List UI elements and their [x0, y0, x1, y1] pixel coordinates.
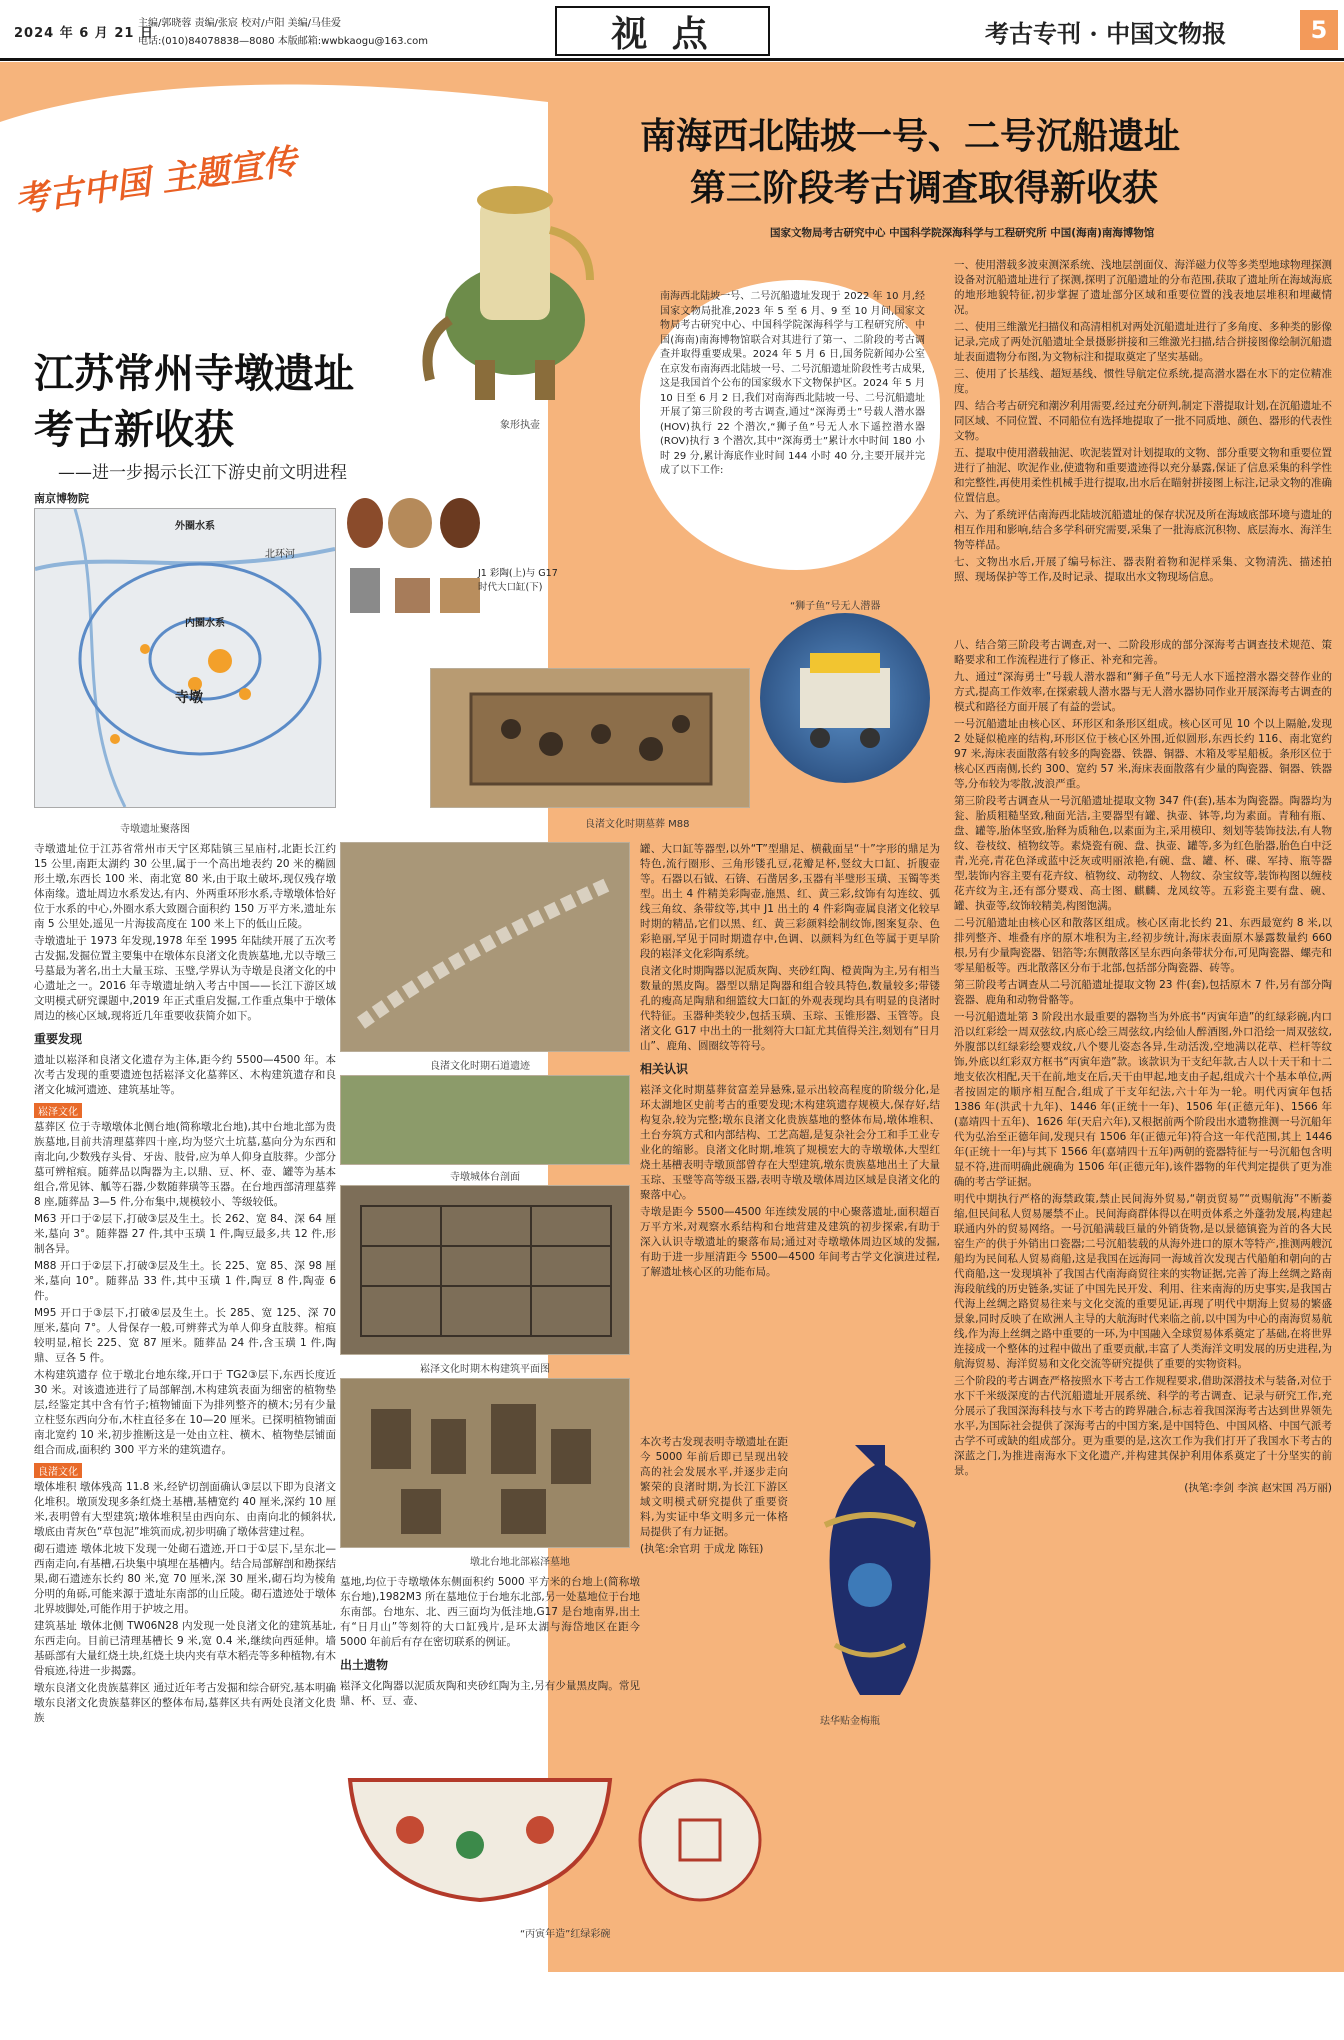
left-title-line1: 江苏常州寺墩遗址: [34, 350, 354, 397]
j1-caption: J1 彩陶(上)与 G17 时代大口缸(下): [478, 568, 558, 593]
left-paragraph: 木构建筑遗存 位于墩北台地东缘,开口于 TG2③层下,东西长度近 30 米。对该遗迹进行了局部解剖,木构建筑表面为细密的植物垫层,经鉴定其中含有竹子;植物铺面下为排列整齐的横木;另有少量立柱竖东西向分布,木柱直径多在 10—20 厘米。已探明植物铺面南北宽约 10 米,初步推断这是一处由立柱、横木、植物垫层铺面组合而成,面积约 300 平方米的建筑遗存。: [34, 1369, 336, 1456]
list-item: 九、通过“深海勇士”号载人潜水器和“狮子鱼”号无人水下遥控潜水器交替作业的方式,提高工作效率,在探索载人潜水器与无人潜水器协同作业开展深海考古调查的模式和路径方面开展了有益的尝试。: [954, 671, 1332, 713]
list-item: 六、为了系统评估南海西北陆坡沉船遗址的保存状况及所在海域底部环境与遗址的相互作用和影响,结合多学科研究需要,采集了一批海底沉积物、底层海水、海洋生物等样品。: [954, 509, 1332, 551]
right-title-line2: 第三阶段考古调查取得新收获: [690, 167, 1159, 209]
liangzhu-tag: 良渚文化: [34, 1463, 82, 1478]
contact-line: 电话:(010)84078838—8080 本版邮箱:wwbkaogu@163.com: [138, 36, 429, 47]
right-numbered-list: [954, 258, 1332, 587]
middle-paragraph: 崧泽文化陶器以泥质灰陶和夹砂红陶为主,另有少量黑皮陶。常见鼎、杯、豆、壶、: [340, 1680, 640, 1707]
building-grid-icon: [341, 1186, 631, 1356]
map-label: 外圈水系: [175, 521, 215, 532]
right-column-lower: [954, 638, 1332, 1496]
issue-date: 2024 年 6 月 21 日: [14, 26, 154, 41]
robot-caption: “狮子鱼”号无人潜器: [790, 601, 881, 612]
middle-signature: (执笔:余官玥 于成龙 陈钰): [640, 1543, 764, 1555]
history-paragraph: 明代中期执行严格的海禁政策,禁止民间海外贸易,“朝贡贸易”“贡赐航海”不断萎缩,但民间私人贸易屡禁不止。民间海商群体得以在明贡体系之外蓬勃发展,构建起联通内外的贸易网络。一号沉船满载巨量的外销货物,是以景德镇瓷为首的各大民窑生产的供于外销出口瓷器;二号沉船装载的从海外进口的原木等特产,推测两艘沉船均为民间私人贸易商船,这是我国在远海同一海域首次发现古代船舶和朝向的古代商船,这一发现填补了我国古代南海商贸往来的实物证据,完善了海上丝绸之路南海段航线的历史链条,实证了中国先民开发、利用、往来南海的历史事实,是我国古代海上丝绸之路贸易往来与文化交流的重要见证,再现了明代中期海上贸易的繁盛景象,同时反映了在欧洲人主导的大航海时代来临之前,以中国为中心的南海贸易航线,作为海上丝绸之路中重要的一环,为中国融入全球贸易体系奠定了基础,在将世界连接成一个整体的过程中做出了重要贡献,丰富了人类海洋文明发展的历史进程,为航海贸易、海洋贸易和文化交流等研究提供了重要的实物资料。: [954, 1193, 1332, 1370]
meiping-vase-icon: [795, 1435, 945, 1705]
closing-paragraph: 三个阶段的考古调查严格按照水下考古工作规程要求,借助深潜技术与装备,对位于水下千米级深度的古代沉船遗址开展系统、科学的考古调查、记录与研究工作,充分展示了我国深海科技与水下考古的跨界融合,标志着我国深海考古达到世界领先水平,为国际社会提供了深海考古的中国方案,是中国特色、中国风格、中国气派考古学不可或缺的组成部分。更为重要的是,这次工作为我们打开了我国水下考古的深蓝之门,为推进南海水下文化遗产,并构建其保护利用体系奠定了十分坚实的前景。: [954, 1375, 1332, 1477]
left-author: 南京博物院: [34, 492, 89, 505]
middle-paragraph: 寺墩是距今 5500—4500 年连续发展的中心聚落遗址,面积超百万平方米,对观察水系结构和台地营建及建筑的初步探索,有助于深入认识寺墩遗址的聚落布局;通过对寺墩墩体周边区域的发掘,有助于进一步厘清距今 5500—4500 年间考古学文化演进过程,了解遗址核心区的功能布局。: [640, 1206, 940, 1278]
platform-caption: 寺墩城体台剖面: [450, 1172, 520, 1183]
middle-paragraph: 墓地,均位于寺墩墩体东侧面积约 5000 平方米的台地上(简称墩东台地),1982M3 所在墓地位于台地东北部,另一处墓地位于台地东南部。台地东、北、西三面均为低洼地,G17 是台地南界,出土有“日月山”等刻符的大口缸残片,是环太湖与海岱地区在距今 5000 年前后有存在密切联系的例证。: [340, 1576, 640, 1648]
right-signature: (执笔:李剑 李滨 赵宋国 冯万丽): [1184, 1482, 1332, 1494]
stone-road-photo: [340, 842, 630, 1052]
right-authors: 国家文物局考古研究中心 中国科学院深海科学与工程研究所 中国(海南)南海博物馆: [770, 227, 1155, 239]
left-paragraph: M88 开口于②层下,打破③层及生土。长 225、宽 85、深 98 厘米,墓向 10°。随葬品 33 件,其中玉璜 1 件,陶豆 8 件,陶壶 6 件。: [34, 1260, 336, 1302]
left-paragraph: 建筑基址 墩体北侧 TW06N28 内发现一处良渚文化的建筑基址,东西走向。目前已清理基槽长 9 米,宽 0.4 米,继续向西延伸。墙基砾部有大量红烧土块,红烧土块内夹有草木稻壳等多种植物,有木骨痕迹,待进一步揭露。: [34, 1620, 336, 1677]
header-rule: [0, 58, 1344, 61]
left-title-line2: 考古新收获: [34, 406, 234, 453]
left-subtitle: ——进一步揭示长江下游史前文明进程: [58, 463, 347, 483]
left-paragraph: 墓葬区 位于寺墩墩体北侧台地(简称墩北台地),其中台地北部为贵族墓地,目前共清理墓葬四十座,均为竖穴土坑墓,墓向分为东西和南北向,少数残存头骨、牙齿、肢骨,应为单人仰身直肢葬。少部分墓可辨棺痕。随葬品以陶器为主,以鼎、豆、杯、壶、罐等为基本组合,常见钵、觚等石器,少数随葬璜等玉器。在台地西部清理墓葬 8 座,随葬品 3—5 件,分布集中,规模较小、等级较低。: [34, 1121, 336, 1208]
map-label: 内圈水系: [185, 618, 225, 629]
site2-finds: 第三阶段考古调查从二号沉船遗址提取文物 23 件(套),包括原木 7 件,另有部分陶瓷器、鹿角和动物骨骼等。: [954, 979, 1332, 1006]
building-photo: [340, 1185, 630, 1355]
elephant-ewer-icon: [410, 130, 610, 410]
site1-finds: 第三阶段考古调查从一号沉船遗址提取文物 347 件(套),基本为陶瓷器。陶器均为瓮、胎质粗糙坚致,釉面光洁,主要器型有罐、执壶、钵等,均为素面。青釉有瓶、盘、罐等,胎体坚致,胎释为质釉色,以素面为主,采用模印、刻划等装饰技法,有人物纹、卷枝纹、植物纹等。素烧瓷有碗、盘、执壶、罐等,多为红色胎器,胎色白中泛青,光亮,青花色泽或蓝中泛灰或明丽浓艳,有碗、盘、罐、杯、碟、军持、瓶等器型,装饰内容主要有花卉纹、植物纹、动物纹、人物纹、杂宝纹等,装饰构图以缠枝花卉纹为主,还有部分婴戏、高士图、麒麟、龙凤纹等。五彩瓷主要有盘、碗、罐、执壶等,纹饰较精美,构图饱满。: [954, 795, 1332, 912]
building-caption: 崧泽文化时期木构建筑平面图: [420, 1364, 550, 1375]
site1-description: 一号沉船遗址由核心区、环形区和条形区组成。核心区可见 10 个以上隔舱,发现 2 处疑似桅座的结构,环形区位于核心区外围,近似圆形,东西长约 116、南北宽约 97 米,海床表面散落有较多的陶瓷器、铁器、铜器、木箱及零星船板。条形区位于核心区西南侧,长约 300、宽约 57 米,海床表面散落有少量的陶瓷器、铜器、铁器等,分布较为零散,波浪严重。: [954, 718, 1332, 790]
stone-road-icon: [341, 843, 631, 1053]
list-item: 二、使用三维激光扫描仪和高清相机对两处沉船遗址进行了多角度、多种类的影像记录,完成了两处沉船遗址全景摄影拼接和三维激光扫描,结合拼接图像绘制沉船遗址表面遗物分布图,为文物标注和提取奠定了坚实基础。: [954, 321, 1332, 363]
special-title: 考古专刊 · 中国文物报: [985, 19, 1227, 48]
left-paragraph: 砌石遗迹 墩体北坡下发现一处砌石遗迹,开口于①层下,呈东北—西南走向,有基槽,石块集中填埋在基槽内。结合局部解剖和勘探结果,砌石遗迹东长约 80 米,宽 70 厘米,深 30 厘米,砌石均为棱角分明的角砾,可能来源于遗址东南部的山丘陵。砌石遗迹处于墩体北界坡脚处,可能作用于护坡之用。: [34, 1543, 336, 1615]
middle-text-column: [640, 842, 940, 1282]
platform-photo: [340, 1075, 630, 1165]
tomb-icon: [431, 669, 751, 809]
site-map: [34, 508, 336, 808]
page-number: 5: [1300, 10, 1338, 50]
middle-paragraph: 罐、大口缸等器型,以外“T”型鼎足、横截面呈“十”字形的鼎足为特色,流行圈形、三角形镂孔豆,花瓣足杯,竖纹大口缸、折腹壶等。石器以石钺、石锛、石凿居多,玉器有半璧形玉璜、玉镯等类型。出土 4 件精美彩陶壶,施黑、红、黄三彩,纹饰有勾连纹、弧线三角纹、条带纹等,其中 J1 出土的 4 件彩陶壶属良渚文化较早时期的精品,它们以黑、红、黄三彩颜料绘制纹饰,图案复杂、色彩艳丽,罕见于同时期遗存中,色调、以颜料为红色等属于更早阶段的崧泽文化彩陶系统。: [640, 843, 940, 960]
bowl-icon: [340, 1760, 780, 1920]
songze-tag: 崧泽文化: [34, 1103, 82, 1118]
cemetery-caption: 墩北台地北部崧泽墓地: [470, 1557, 570, 1568]
left-paragraph: 遗址以崧泽和良渚文化遗存为主体,距今约 5500—4500 年。本次考古发现的重要遗迹包括崧泽文化墓葬区、木构建筑遗存和良渚文化城河遗迹、建筑基址等。: [34, 1054, 336, 1096]
m88-caption: 良渚文化时期墓葬 M88: [585, 819, 690, 830]
left-paragraph: 墩体堆积 墩体残高 11.8 米,经铲切剖面确认③层以下即为良渚文化堆积。墩顶发现多条红烧土基槽,基槽宽约 40 厘米,深约 10 厘米,表明曾有大型建筑;墩体堆积呈由西向东、由南向北的倾斜状,墩底由青灰色“草包泥”堆筑而成,初步明确了墩体营建过程。: [34, 1481, 336, 1538]
section-title: 视 点: [611, 12, 714, 55]
site2-description: 二号沉船遗址由核心区和散落区组成。核心区南北长约 21、东西最宽约 8 米,以排列整齐、堆叠有序的原木堆积为主,经初步统计,海床表面原木暴露数量约 660 根,另有少量陶瓷器、铝箔等;东侧散落区呈东西向条带状分布,可见陶瓷器、螺壳和零星船板等。西北散落区分布于北部,包括部分陶瓷器、砖等。: [954, 917, 1332, 974]
left-paragraph: 墩东良渚文化贵族墓葬区 通过近年考古发掘和综合研究,基本明确墩东良渚文化贵族墓葬区的整体布局,墓葬区共有两处良渚文化贵族: [34, 1682, 336, 1724]
list-item: 四、结合考古研究和潮汐利用需要,经过充分研判,制定下潜提取计划,在沉船遗址不同区域、不同位置、不同船位有选择地提取了一批不同质地、颜色、器形的代表性文物。: [954, 400, 1332, 442]
vase-image: [795, 1435, 945, 1705]
robot-image: [760, 613, 930, 783]
list-item: 七、文物出水后,开展了编号标注、器表附着物和泥样采集、文物清洗、描述拍照、现场保护等工作,及时记录、提取出水文物现场信息。: [954, 556, 1332, 583]
map-label: 寺墩: [175, 690, 203, 706]
pottery-icon: [340, 488, 490, 623]
left-paragraph: 寺墩遗址位于江苏省常州市天宁区郑陆镇三星庙村,北距长江约 15 公里,南距太湖约 30 公里,属于一个高出地表约 20 米的椭圆形土墩,东西长 100 米、南北宽 80 米,由于取土破坏,现仅残存墩体南缘。遗址周边水系发达,有内、外两重环形水系,寺墩墩体恰好位于水系的中心,外圈水系大致圈合面积约 150 万平方米,遗址东南 5 公里处,遥见一片海拔高度在 100 米上下的低山丘陵。: [34, 843, 336, 930]
section-box: [555, 6, 770, 56]
left-paragraph: M95 开口于③层下,打破④层及生土。长 285、宽 125、深 70 厘米,墓向 7°。人骨保存一般,可辨葬式为单人仰身直肢葬。棺痕较明显,棺长 225、宽 87 厘米。随葬品 24 件,含玉璜 1 件,陶鼎、豆各 5 件。: [34, 1307, 336, 1364]
middle-lower-column: [340, 1575, 640, 1709]
right-title-line1: 南海西北陆坡一号、二号沉船遗址: [640, 115, 1181, 157]
left-paragraph: 寺墩遗址于 1973 年发现,1978 年至 1995 年陆续开展了五次考古发掘,发掘位置主要集中在墩体东良渚文化贵族墓地,尤以寺墩三号墓最为著名,出土大量玉琮、玉璧,学界认为寺墩是良渚文化的中心遗址之一。2016 年寺墩遗址纳入考古中国——长江下游区域文明模式研究课题中,2019 年正式重启发掘,工作重点集中于墩体周边的核心区域,现将近几年重要收获简介如下。: [34, 935, 336, 1022]
cemetery-grid-icon: [341, 1379, 631, 1549]
bowl-caption: “丙寅年造”红绿彩碗: [520, 1929, 611, 1940]
editor-line: 主编/郭晓蓉 责编/张宸 校对/卢阳 美编/马佳爱: [138, 18, 342, 29]
list-item: 一、使用潜载多波束测深系统、浅地层剖面仪、海洋磁力仪等多类型地球物理探测设备对沉船遗址进行了探测,探明了沉船遗址的分布范围,获取了遗址所在海域海底的地形地貌特征,初步掌握了遗址部分区域和重要位置的浅表地层堆积和埋藏情况。: [954, 259, 1332, 316]
bowl-image: [340, 1760, 780, 1920]
map-label: 北环河: [265, 549, 295, 560]
vase-caption: 珐华贴金梅瓶: [820, 1716, 880, 1727]
pottery-photos: [340, 488, 490, 623]
dating-paragraph: 一号沉船遗址第 3 阶段出水最重要的器物当为外底书“丙寅年造”的红绿彩碗,内口沿以红彩绘一周双弦纹,内底心绘三周弦纹,内绘仙人醉酒图,外口沿绘一周双弦纹,外腹部以红绿彩绘婴戏纹,八个婴儿姿态各异,生动活泼,空地满以花草、栏杆等纹饰,外底以红彩双方框书“丙寅年造”款。该款识为干支纪年款,古人以十天干和十二地支依次相配,天干在前,地支在后,天干由甲起,地支由子起,组成六十个基本单位,两者按固定的顺序相互配合,组成了干支年纪法,六十年为一轮。明代丙寅年包括 1386 年(洪武十九年)、1446 年(正统十一年)、1506 年(正德元年)、1566 年(嘉靖四十五年)、1626 年(天启六年),又根据前两个阶段出水遗物推测一号沉船年代为弘治至正德年间,发现只有 1506 年(正德元年)符合这一年代范围,其上 1446 年(正统十一年)与其下 1566 年(嘉靖四十五年)两朝的瓷器特征与一号沉船包含明显不符,进而明确此碗确为 1506 年(正德元年),该件器物的年代判定提供了更为准确的考古学证据。: [954, 1011, 1332, 1188]
recognition-heading: 相关认识: [640, 1062, 689, 1076]
cemetery-photo: [340, 1378, 630, 1548]
list-item: 五、提取中使用潜载抽泥、吹泥装置对计划提取的文物、部分重要文物和重要位置进行了抽泥、吹泥作业,使遗物和重要遗迹得以充分暴露,保证了信息采集的科学性和完整性,再使用柔性机械手进行提取,出水后在瞄射拼接图上标注,记录文物的准确位置信息。: [954, 447, 1332, 504]
middle-narrow-column: [640, 1435, 788, 1557]
middle-paragraph: 良渚文化时期陶器以泥质灰陶、夹砂红陶、橙黄陶为主,另有相当数量的黑皮陶。器型以鼎足陶器和组合较具特色,数量较多;带镂孔的瘦高足陶鼎和细篮纹大口缸的外观表现均具有明显的良渚时代特征。玉器种类较少,包括玉璜、玉琮、玉锥形器、玉管等。良渚文化 G17 中出土的一批刻符大口缸尤其值得关注,刻划有“日月山”、鹿角、圆圈纹等符号。: [640, 965, 940, 1052]
elephant-ewer-image: [410, 130, 610, 410]
map-caption: 寺墩遗址聚落图: [120, 824, 190, 835]
elephant-caption: 象形执壶: [500, 420, 540, 431]
list-item: 八、结合第三阶段考古调查,对一、二阶段形成的部分深海考古调查技术规范、策略要求和工作流程进行了修正、补充和完善。: [954, 639, 1332, 666]
left-text-column: [34, 842, 336, 1726]
masthead: [0, 0, 1344, 60]
m88-tomb-photo: [430, 668, 750, 808]
findings-heading: 重要发现: [34, 1032, 83, 1046]
stone-road-caption: 良渚文化时期石道遗迹: [430, 1061, 530, 1072]
middle-paragraph: 本次考古发现表明寺墩遗址在距今 5000 年前后即已呈现出较高的社会发展水平,并逐步走向繁荣的良渚时期,为长江下游区域文明模式研究提供了重要资料,为实证中华文明多元一体格局提供了有力证据。: [640, 1436, 788, 1538]
theme-banner-text: 考古中国 主题宣传: [12, 141, 300, 221]
right-intro: 南海西北陆坡一号、二号沉船遗址发现于 2022 年 10 月,经国家文物局批准,2023 年 5 至 6 月、9 至 10 月间,国家文物局考古研究中心、中国科学院深海科学与工程研究所、中国(海南)南海博物馆联合对其进行了第一、二阶段的考古调查并取得重要成果。2024 年 5 月 6 日,国务院新闻办公室在京发布南海西北陆坡一号、二号沉船遗址阶段性考古成果,这是我国首个公布的国家级水下文物保护区。2024 年 5 月 10 日至 6 月 2 日,我们对南海西北陆坡一号、二号沉船遗址开展了第三阶段的考古调查,通过“深海勇士”号载人潜水器(HOV)执行 22 个潜次,“狮子鱼”号无人水下遥控潜水器(ROV)执行 3 个潜次,其中“深海勇士”累计水中时间 180 小时 29 分,累计海底作业时间 144 小时 40 分,主要开展并完成了以下工作:: [660, 291, 925, 476]
list-item: 三、使用了长基线、超短基线、惯性导航定位系统,提高潜水器在水下的定位精准度。: [954, 368, 1332, 395]
middle-paragraph: 崧泽文化时期墓葬贫富差异悬殊,显示出较高程度的阶级分化,是环太湖地区史前考古的重要发现;木构建筑遗存规模大,保存好,结构复杂,较为完整;墩东良渚文化贵族墓地的整体布局,墩体堆积、土台夯筑方式和内部结构、工艺高超,是复杂社会分工和手工业专业化的缩影。良渚文化时期,堆筑了规模宏大的寺墩墩体,大型红烧土基槽表明寺墩顶部曾存在大型建筑,墩东贵族墓地出土了大量玉琮、玉璧等高等级玉器,表明寺墩及墩体周边区域是良渚文化的聚落中心。: [640, 1084, 940, 1201]
submersible-icon: [760, 613, 930, 783]
artifacts-heading: 出土遗物: [340, 1658, 389, 1672]
left-paragraph: M63 开口于②层下,打破③层及生土。长 262、宽 84、深 64 厘米,墓向 3°。随葬器 27 件,其中玉璜 1 件,陶豆最多,共 12 件,形制各异。: [34, 1213, 336, 1255]
